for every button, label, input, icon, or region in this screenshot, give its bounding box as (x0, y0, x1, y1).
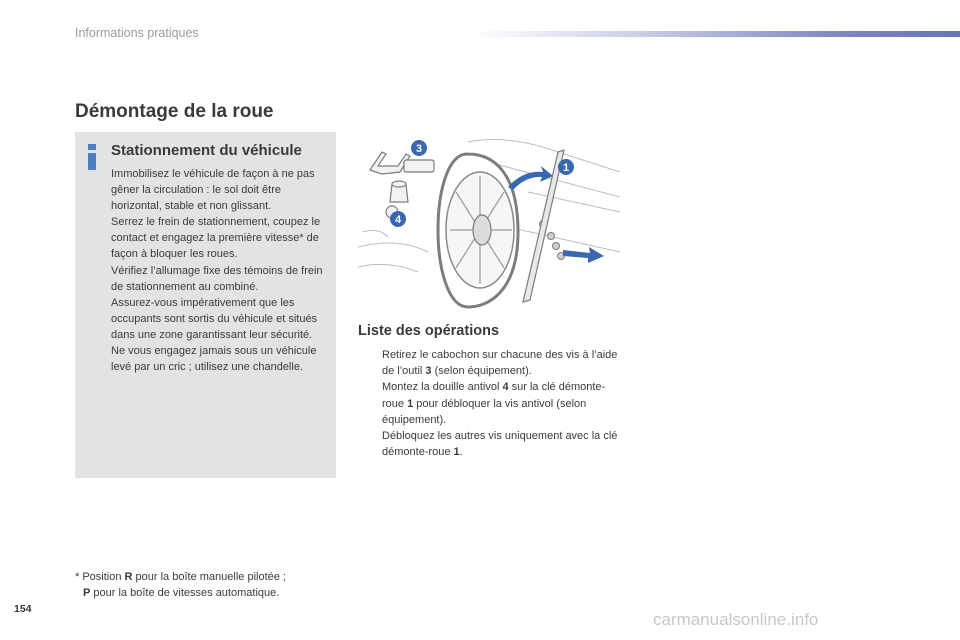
page-number: 154 (14, 603, 32, 615)
header-title: Informations pratiques (75, 26, 199, 40)
list-item: Retirez le cabochon sur chacune des vis à l’aide de l’outil 3 (selon équipement). (382, 349, 618, 378)
info-paragraph: Serrez le frein de stationnement, coupez le contact et engagez la première vitesse* de façon à bloquer les roues. (111, 216, 321, 261)
list-item: Débloquez les autres vis uniquement avec la clé démonte-roue 1. (382, 430, 618, 459)
info-paragraph: Immobilisez le véhicule de façon à ne pas gêner la circulation : le sol doit être horizontal, stable et non glissant. (111, 168, 315, 213)
info-box (75, 132, 336, 478)
hub (473, 215, 491, 245)
svg-text:1: 1 (562, 162, 570, 174)
info-box-title: Stationnement du véhicule (111, 142, 302, 159)
callout-1 (558, 159, 574, 175)
info-icon (87, 144, 97, 170)
operations-list (358, 347, 623, 460)
wheel-removal-illustration (358, 132, 620, 310)
info-paragraph: Ne vous engagez jamais sous un véhicule levé par un cric ; utilisez une chandelle. (111, 345, 317, 374)
operations-title: Liste des opérations (358, 323, 500, 339)
wheel-illustration-svg (358, 132, 620, 310)
info-box-body (111, 166, 325, 375)
watermark: carmanualsonline.info (653, 610, 819, 629)
footnote: * Position R pour la boîte manuelle pilotée ; P pour la boîte de vitesses automatique. (75, 571, 286, 600)
callout-3 (411, 140, 427, 156)
section-title: Démontage de la roue (75, 101, 274, 122)
list-item: Montez la douille antivol 4 sur la clé démonte-roue 1 pour débloquer la vis antivol (selon équipement). (382, 381, 606, 426)
callout-4 (390, 211, 406, 227)
info-paragraph: Vérifiez l’allumage fixe des témoins de frein de stationnement au combiné. (111, 264, 323, 293)
svg-text:4: 4 (394, 214, 402, 226)
header-bar (470, 31, 960, 37)
direction-arrow-icon (563, 247, 604, 263)
info-paragraph: Assurez-vous impérativement que les occupants sont sortis du véhicule et situés dans une zone garantissant leur sécurité. (111, 296, 318, 341)
svg-text:3: 3 (415, 143, 423, 155)
